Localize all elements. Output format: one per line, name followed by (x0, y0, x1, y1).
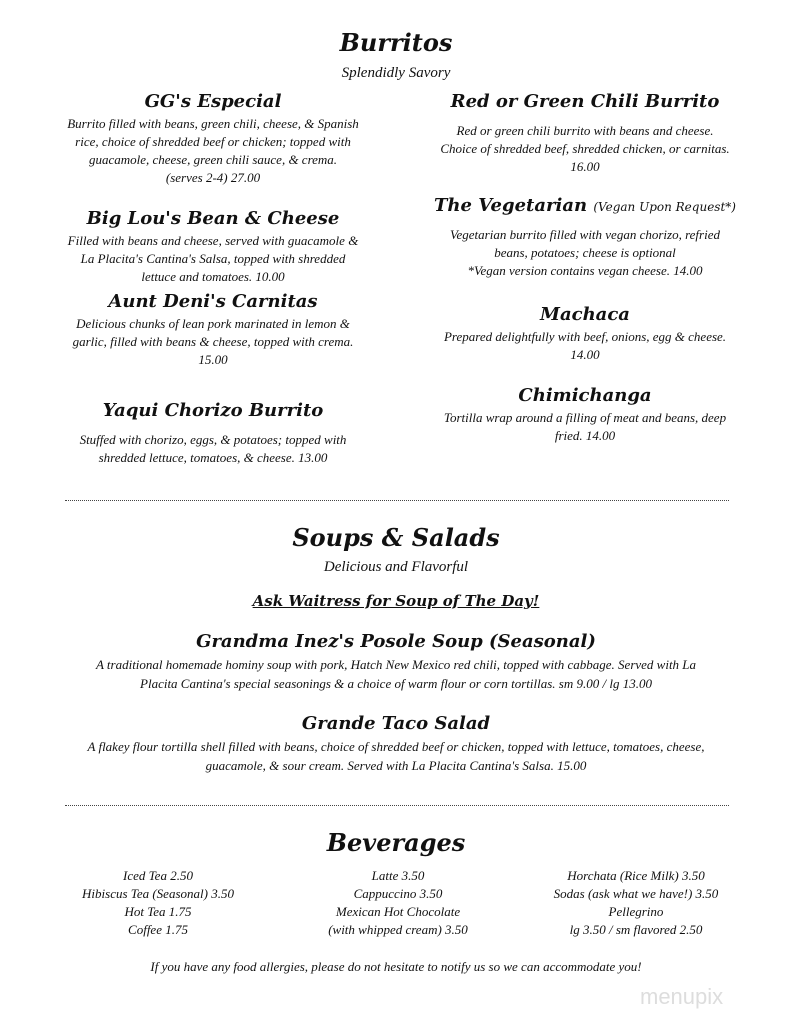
beverage-item: Hibiscus Tea (Seasonal) 3.50 (82, 886, 234, 901)
beverage-item: lg 3.50 / sm flavored 2.50 (569, 922, 703, 937)
divider (65, 805, 729, 806)
item-description-line: Stuffed with chorizo, eggs, & potatoes; topped with (79, 432, 347, 447)
menu-item-title (395, 90, 775, 114)
item-description-line: Tortilla wrap around a filling of meat and beans, deep (443, 410, 727, 425)
watermark: menupix (640, 984, 724, 1009)
menu-item-title (23, 207, 403, 231)
soup-description-line: Placita Cantina's special seasonings & a choice of warm flour or corn tortillas. sm 9.00 / lg 13.00 (140, 676, 652, 691)
item-description-line: *Vegan version contains vegan cheese. 14.00 (467, 263, 703, 278)
item-description-line: beans, potatoes; cheese is optional (494, 245, 676, 260)
soup-item-title: Grandma Inez's Posole Soup (Seasonal) (196, 631, 596, 652)
item-description-line: Delicious chunks of lean pork marinated in lemon & (76, 316, 350, 331)
item-name: Yaqui Chorizo Burrito (102, 400, 324, 421)
item-name: Red or Green Chili Burrito (450, 91, 720, 112)
item-description-line: 16.00 (570, 159, 600, 174)
item-name: Machaca (540, 304, 630, 325)
item-description-line: Vegetarian burrito filled with vegan chorizo, refried (450, 227, 720, 242)
menu-item-title (23, 290, 403, 314)
item-description-line: shredded lettuce, tomatoes, & cheese. 13.00 (98, 450, 328, 465)
item-name: Aunt Deni's Carnitas (108, 291, 318, 312)
divider (65, 500, 729, 501)
beverage-item: Latte 3.50 (371, 868, 425, 883)
item-description-line: Burrito filled with beans, green chili, cheese, & Spanish (67, 116, 359, 131)
soup-description-line: A traditional homemade hominy soup with pork, Hatch New Mexico red chili, topped with cabbage. Served with La (95, 657, 697, 672)
item-description-line: garlic, filled with beans & cheese, topped with crema. (72, 334, 354, 349)
beverage-item: Iced Tea 2.50 (123, 868, 193, 883)
soups-title: Soups & Salads (292, 523, 500, 552)
beverage-item: Sodas (ask what we have!) 3.50 (553, 886, 719, 901)
beverage-item: Horchata (Rice Milk) 3.50 (567, 868, 705, 883)
menu-item-title (395, 384, 775, 408)
beverage-item: (with whipped cream) 3.50 (328, 922, 468, 937)
menu-item-title (395, 303, 775, 327)
item-description-line: Choice of shredded beef, shredded chicken, or carnitas. (440, 141, 730, 156)
allergy-note: If you have any food allergies, please do not hesitate to notify us so we can accommodate you! (150, 959, 642, 974)
item-description-line: Prepared delightfully with beef, onions, egg & cheese. (443, 329, 727, 344)
item-name: Chimichanga (518, 385, 652, 406)
item-name: Big Lou's Bean & Cheese (86, 208, 340, 229)
item-description-line: 15.00 (198, 352, 228, 367)
soups-subtitle: Delicious and Flavorful (323, 559, 469, 575)
soup-description-line: guacamole, & sour cream. Served with La Placita Cantina's Salsa. 15.00 (205, 758, 587, 773)
beverage-item: Mexican Hot Chocolate (335, 904, 461, 919)
item-description-line: 14.00 (570, 347, 600, 362)
item-name: The Vegetarian (434, 195, 588, 216)
soup-of-day-notice: Ask Waitress for Soup of The Day! (252, 592, 540, 610)
item-description-line: La Placita's Cantina's Salsa, topped with shredded (80, 251, 346, 266)
soup-item-title: Grande Taco Salad (301, 713, 491, 734)
item-description-line: rice, choice of shredded beef or chicken; topped with (75, 134, 351, 149)
beverage-item: Hot Tea 1.75 (124, 904, 192, 919)
item-note: (Vegan Upon Request*) (593, 200, 736, 214)
soup-description-line: A flakey flour tortilla shell filled with beans, choice of shredded beef or chicken, topped with lettuce, tomatoes, cheese, (87, 739, 705, 754)
item-description-line: Red or green chili burrito with beans and cheese. (456, 123, 714, 138)
burritos-title: Burritos (339, 28, 453, 57)
item-name: GG's Especial (144, 91, 282, 112)
menu-item-title (23, 399, 403, 423)
beverage-item: Coffee 1.75 (128, 922, 188, 937)
item-description-line: guacamole, cheese, green chili sauce, & crema. (88, 152, 338, 167)
beverage-item: Pellegrino (608, 904, 664, 919)
item-description-line: fried. 14.00 (554, 428, 616, 443)
menu-item-title (395, 194, 775, 219)
item-description-line: (serves 2-4) 27.00 (165, 170, 261, 185)
menu-item-title (23, 90, 403, 114)
item-description-line: Filled with beans and cheese, served with guacamole & (67, 233, 359, 248)
beverages-title: Beverages (326, 828, 466, 857)
item-description-line: lettuce and tomatoes. 10.00 (141, 269, 285, 284)
burritos-subtitle: Splendidly Savory (341, 65, 451, 81)
beverage-item: Cappuccino 3.50 (353, 886, 443, 901)
